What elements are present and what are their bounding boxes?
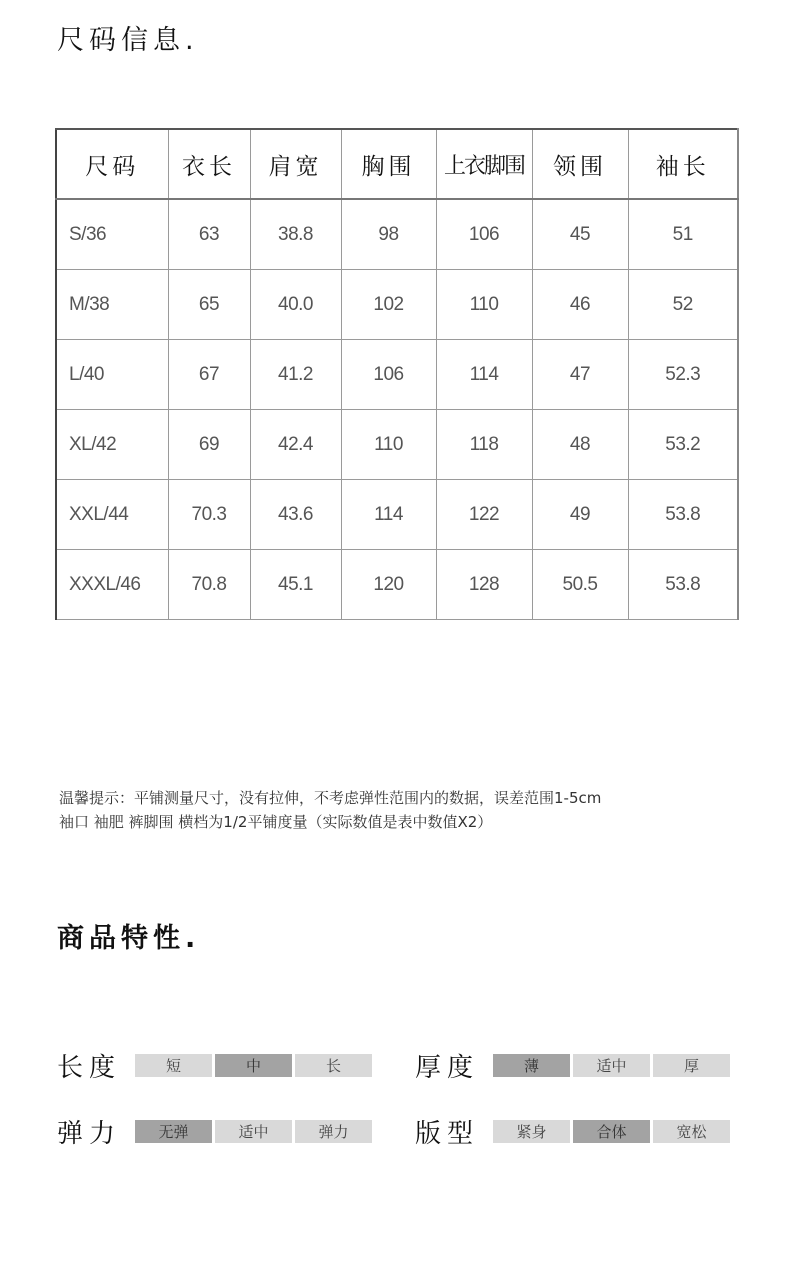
attribute-label: 版型 bbox=[415, 1119, 480, 1149]
cell-collar: 49 bbox=[532, 480, 628, 550]
option-loose: 宽松 bbox=[653, 1120, 730, 1143]
header-length: 衣长 bbox=[168, 129, 250, 199]
cell-length: 65 bbox=[168, 270, 250, 340]
cell-length: 67 bbox=[168, 340, 250, 410]
option-scale bbox=[135, 1054, 375, 1077]
cell-collar: 50.5 bbox=[532, 550, 628, 620]
product-features-title: 商品特性. bbox=[57, 923, 201, 954]
cell-shoulder: 41.2 bbox=[250, 340, 341, 410]
cell-size: XXXL/46 bbox=[56, 550, 168, 620]
cell-collar: 45 bbox=[532, 199, 628, 270]
option-thin: 薄 bbox=[493, 1054, 570, 1077]
option-scale bbox=[135, 1120, 375, 1143]
option-moderate: 适中 bbox=[215, 1120, 292, 1143]
attribute-length bbox=[57, 1047, 375, 1084]
cell-chest: 110 bbox=[341, 410, 436, 480]
option-long: 长 bbox=[295, 1054, 372, 1077]
attribute-thickness bbox=[415, 1047, 733, 1084]
cell-sleeve: 52 bbox=[628, 270, 738, 340]
cell-chest: 114 bbox=[341, 480, 436, 550]
option-stretch: 弹力 bbox=[295, 1120, 372, 1143]
cell-hem: 106 bbox=[436, 199, 532, 270]
cell-length: 70.3 bbox=[168, 480, 250, 550]
option-medium: 中 bbox=[215, 1054, 292, 1077]
table-header-row bbox=[56, 129, 738, 199]
option-moderate: 适中 bbox=[573, 1054, 650, 1077]
option-regular: 合体 bbox=[573, 1120, 650, 1143]
cell-hem: 110 bbox=[436, 270, 532, 340]
cell-chest: 120 bbox=[341, 550, 436, 620]
cell-hem: 122 bbox=[436, 480, 532, 550]
attribute-label: 弹力 bbox=[57, 1119, 122, 1149]
cell-collar: 46 bbox=[532, 270, 628, 340]
cell-chest: 98 bbox=[341, 199, 436, 270]
option-scale bbox=[493, 1120, 733, 1143]
cell-length: 69 bbox=[168, 410, 250, 480]
header-size: 尺码 bbox=[56, 129, 168, 199]
option-thick: 厚 bbox=[653, 1054, 730, 1077]
header-sleeve: 袖长 bbox=[628, 129, 738, 199]
cell-size: XXL/44 bbox=[56, 480, 168, 550]
cell-chest: 106 bbox=[341, 340, 436, 410]
cell-size: L/40 bbox=[56, 340, 168, 410]
cell-shoulder: 42.4 bbox=[250, 410, 341, 480]
attribute-label: 长度 bbox=[57, 1053, 122, 1083]
size-table bbox=[55, 128, 739, 620]
cell-sleeve: 53.2 bbox=[628, 410, 738, 480]
cell-shoulder: 43.6 bbox=[250, 480, 341, 550]
cell-length: 70.8 bbox=[168, 550, 250, 620]
option-slim: 紧身 bbox=[493, 1120, 570, 1143]
table-row bbox=[56, 480, 738, 550]
option-short: 短 bbox=[135, 1054, 212, 1077]
cell-collar: 47 bbox=[532, 340, 628, 410]
cell-shoulder: 38.8 bbox=[250, 199, 341, 270]
cell-collar: 48 bbox=[532, 410, 628, 480]
attribute-label: 厚度 bbox=[415, 1053, 480, 1083]
cell-sleeve: 52.3 bbox=[628, 340, 738, 410]
cell-size: XL/42 bbox=[56, 410, 168, 480]
cell-shoulder: 40.0 bbox=[250, 270, 341, 340]
size-notes bbox=[59, 786, 759, 834]
header-shoulder: 肩宽 bbox=[250, 129, 341, 199]
cell-chest: 102 bbox=[341, 270, 436, 340]
table-row bbox=[56, 410, 738, 480]
option-no-stretch: 无弹 bbox=[135, 1120, 212, 1143]
cell-hem: 128 bbox=[436, 550, 532, 620]
table-row bbox=[56, 550, 738, 620]
cell-length: 63 bbox=[168, 199, 250, 270]
cell-sleeve: 53.8 bbox=[628, 480, 738, 550]
table-row bbox=[56, 199, 738, 270]
header-collar: 领围 bbox=[532, 129, 628, 199]
notes-line-2: 袖口 袖肥 裤脚围 横档为1/2平铺度量（实际数值是表中数值X2） bbox=[59, 813, 493, 831]
cell-hem: 118 bbox=[436, 410, 532, 480]
cell-shoulder: 45.1 bbox=[250, 550, 341, 620]
cell-size: S/36 bbox=[56, 199, 168, 270]
cell-size: M/38 bbox=[56, 270, 168, 340]
table-row bbox=[56, 270, 738, 340]
size-info-title: 尺码信息. bbox=[57, 25, 199, 56]
attribute-fit bbox=[415, 1113, 733, 1150]
option-scale bbox=[493, 1054, 733, 1077]
cell-hem: 114 bbox=[436, 340, 532, 410]
cell-sleeve: 51 bbox=[628, 199, 738, 270]
table-row bbox=[56, 340, 738, 410]
cell-sleeve: 53.8 bbox=[628, 550, 738, 620]
notes-line-1: 温馨提示：平铺测量尺寸，没有拉伸，不考虑弹性范围内的数据，误差范围1-5cm bbox=[59, 789, 602, 807]
header-hem: 上衣脚围 bbox=[436, 129, 532, 199]
header-chest: 胸围 bbox=[341, 129, 436, 199]
attribute-elasticity bbox=[57, 1113, 375, 1150]
